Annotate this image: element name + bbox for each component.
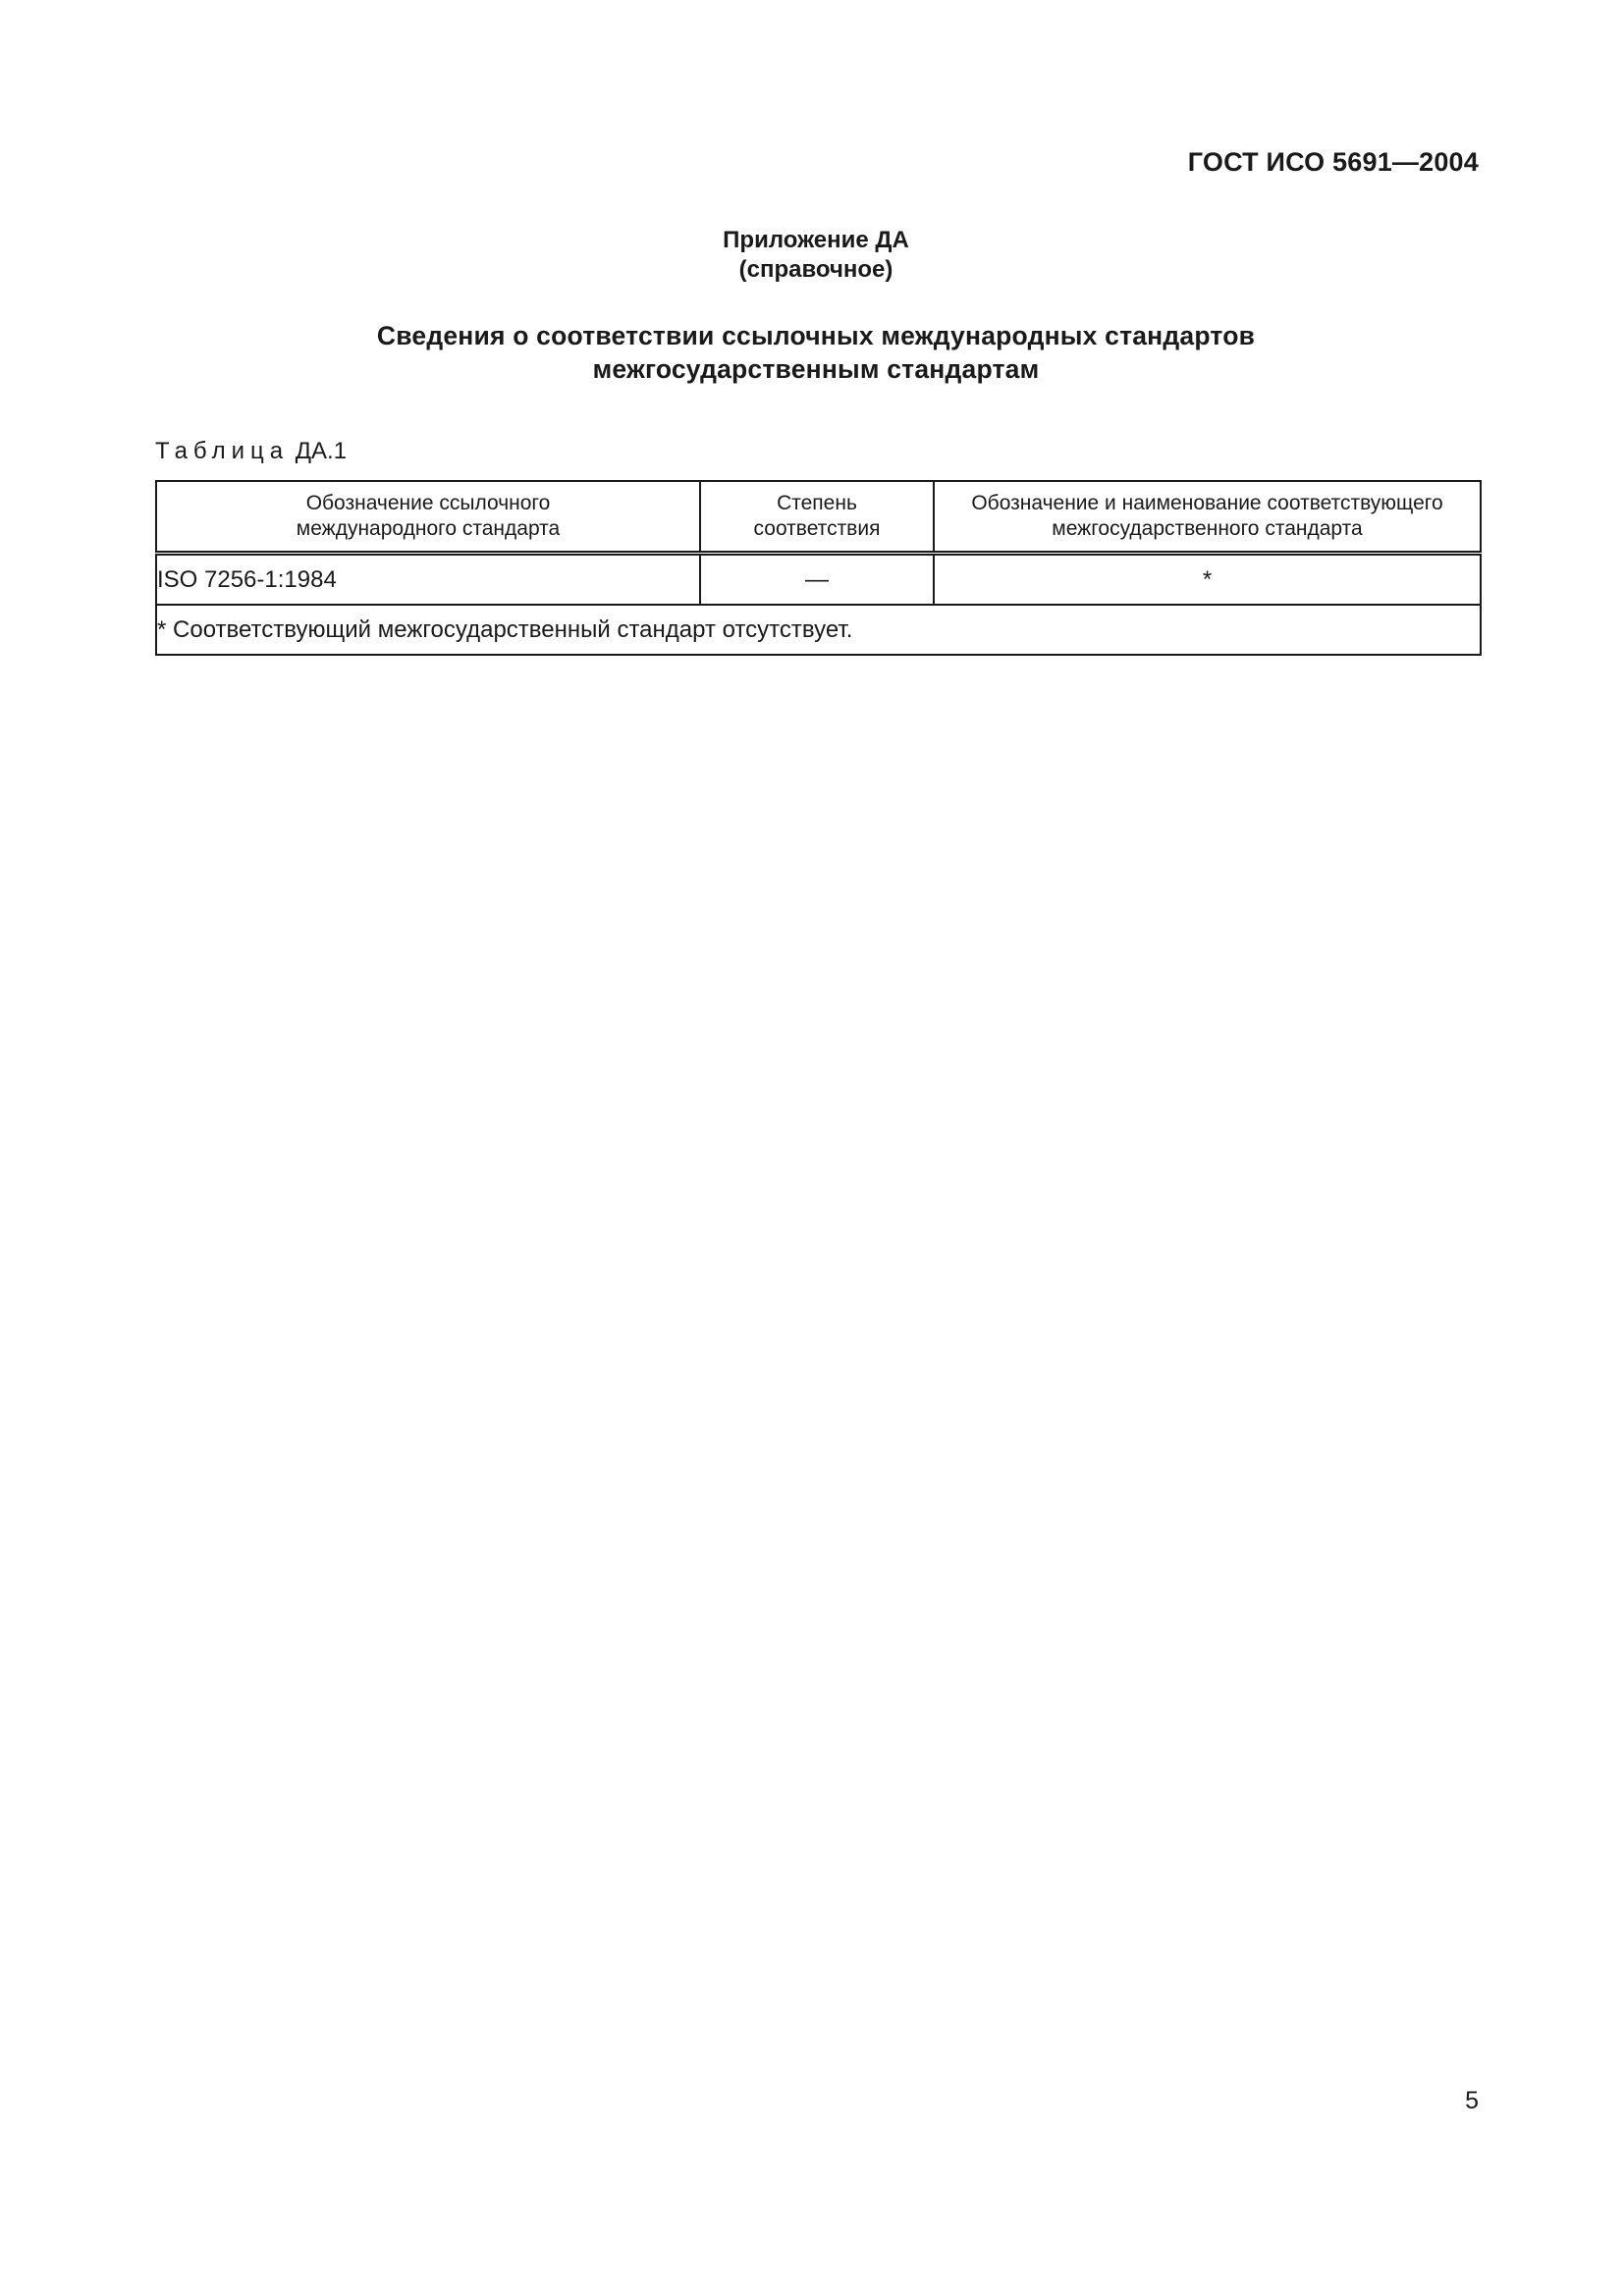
annex-type: (справочное) [738,256,893,283]
cell-degree: — [700,554,934,606]
annex-title-line-1: Сведения о соответствии ссылочных международных стандартов [376,321,1256,350]
table-caption-word: Таблица [155,438,290,464]
cell-reference-code: ISO 7256-1:1984 [156,554,700,606]
page-number: 5 [1465,2087,1479,2114]
table-caption-number: ДА.1 [295,438,348,464]
reference-standards-table [155,480,1482,656]
table-footnote: * Соответствующий межгосударственный стандарт отсутствует. [156,605,1481,655]
annex-label: Приложение ДА [723,227,909,253]
cell-interstate-standard: * [934,554,1481,606]
document-code: ГОСТ ИСО 5691—2004 [1187,147,1479,177]
column-header-reference-standard: Обозначение ссылочного международного стандарта [156,481,700,554]
table-footnote-row [156,605,1481,655]
table-caption [155,438,347,465]
annex-title [0,319,1624,386]
table-header-row [156,481,1481,554]
annex-heading [0,226,1624,285]
annex-title-line-2: межгосударственным стандартам [592,354,1040,384]
table-row [156,554,1481,606]
column-header-interstate-standard: Обозначение и наименование соответствующего межгосударственного стандарта [934,481,1481,554]
column-header-degree: Степень соответствия [700,481,934,554]
